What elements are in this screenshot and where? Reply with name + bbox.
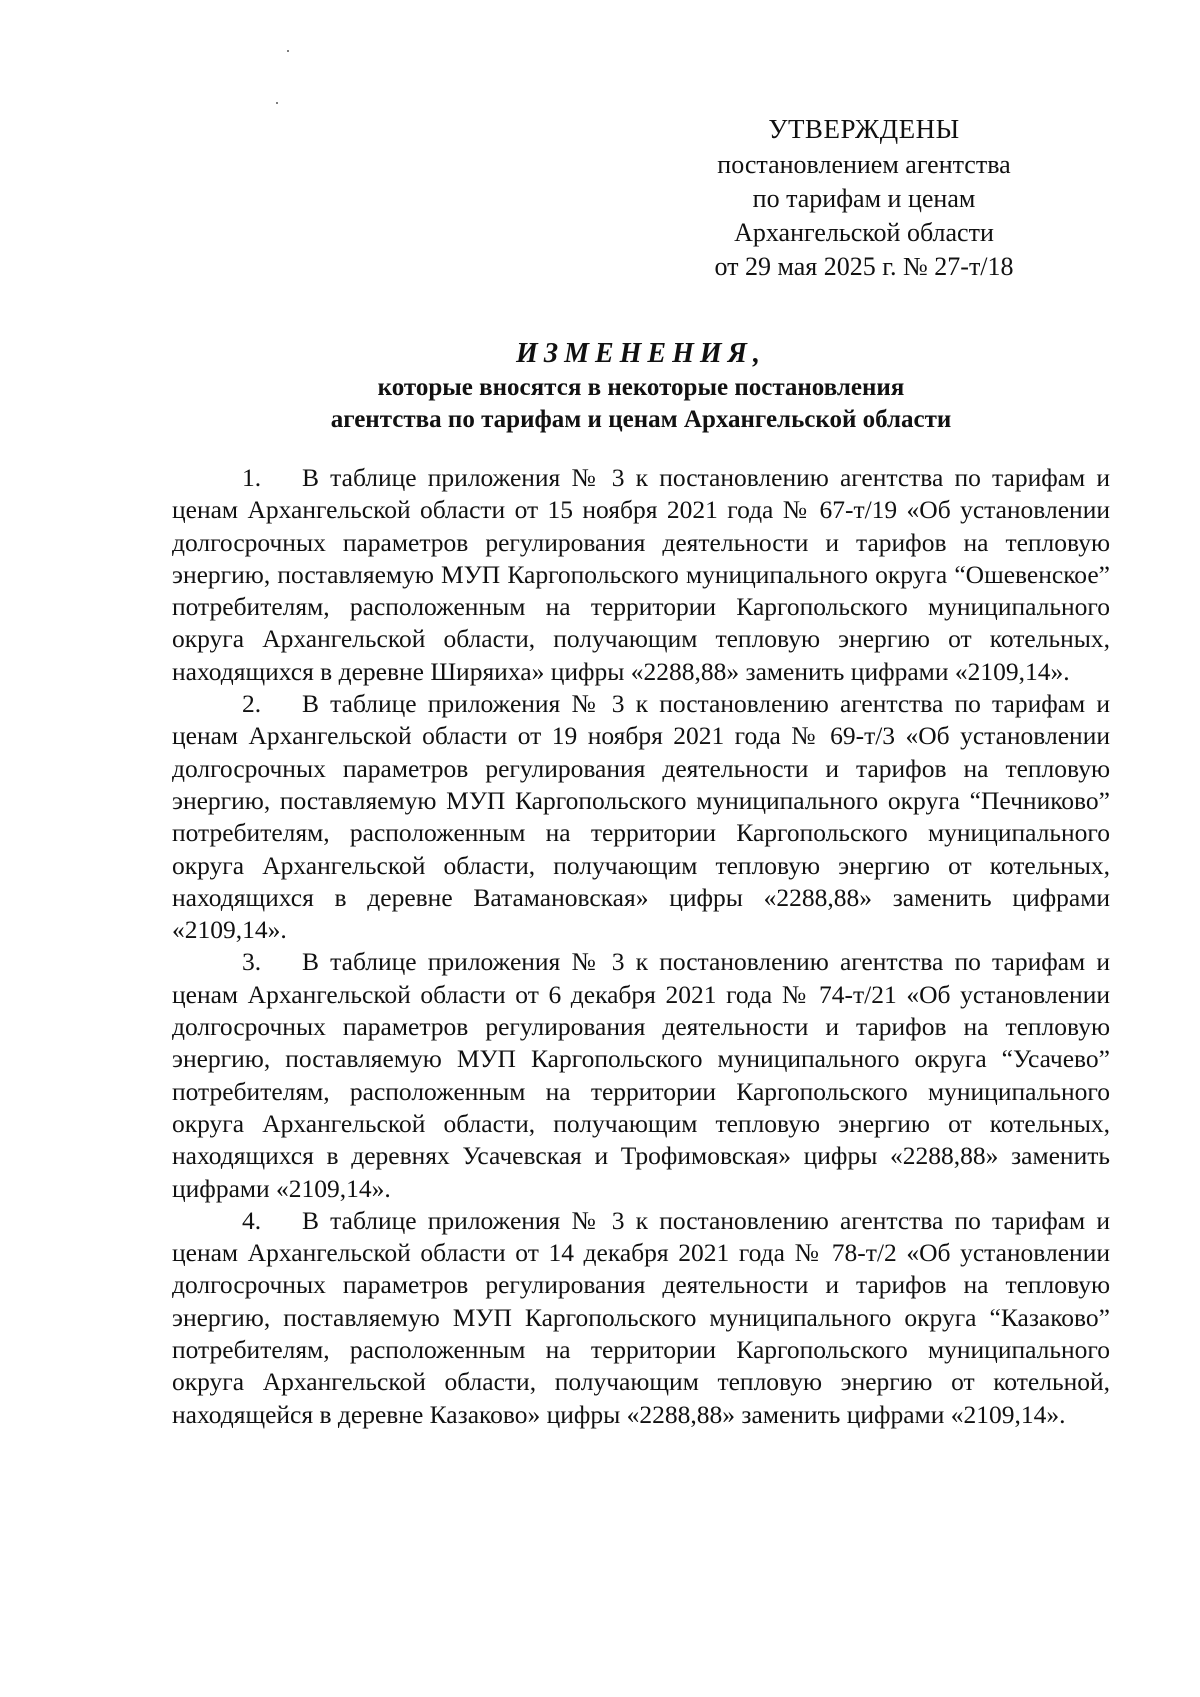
item-text: В таблице приложения № 3 к постановлению агентства по тарифам и ценам Архангельской области от 14 декабря 2021 года № 78-т/2 «Об установлении долгосрочных параметров регулирования деятельности и тарифов на тепловую энергию, поставляемую МУП Каргопольского муниципального округа “Казаково” потребителям, расположенным на территории Каргопольского муниципального округа Архангельской области, получающим тепловую энергию от котельной, находящейся в деревне Казаково» цифры «2288,88» заменить цифрами «2109,14». [172, 1205, 1110, 1429]
approval-line: Архангельской области [734, 218, 994, 247]
item-number: 4. [242, 1205, 262, 1235]
list-item [172, 1205, 1110, 1431]
item-text: В таблице приложения № 3 к постановлению агентства по тарифам и ценам Архангельской области от 6 декабря 2021 года № 74-т/21 «Об установлении долгосрочных параметров регулирования деятельности и тарифов на тепловую энергию, поставляемую МУП Каргопольского муниципального округа “Усачево” потребителям, расположенным на территории Каргопольского муниципального округа Архангельской области, получающим тепловую энергию от котельных, находящихся в деревнях Усачевская и Трофимовская» цифры «2288,88» заменить цифрами «2109,14». [172, 947, 1110, 1203]
document-subtitle-line: которые вносятся в некоторые постановления [377, 374, 905, 401]
approval-stamp [700, 112, 1028, 284]
document-subtitle-line: агентства по тарифам и ценам Архангельской области [330, 406, 952, 433]
document-body [172, 462, 1110, 1431]
item-number: 3. [242, 947, 262, 977]
scan-speck [287, 50, 289, 52]
scan-speck [276, 102, 278, 104]
approval-line: по тарифам и ценам [752, 184, 976, 213]
item-text: В таблице приложения № 3 к постановлению агентства по тарифам и ценам Архангельской области от 15 ноября 2021 года № 67-т/19 «Об установлении долгосрочных параметров регулирования деятельности и тарифов на тепловую энергию, поставляемую МУП Каргопольского муниципального округа “Ошевенское” потребителям, расположенным на территории Каргопольского муниципального округа Архангельской области, получающим тепловую энергию от котельных, находящихся в деревне Ширяиха» цифры «2288,88» заменить цифрами «2109,14». [172, 463, 1110, 686]
list-item [172, 688, 1110, 946]
item-number: 1. [242, 463, 262, 492]
approval-title: УТВЕРЖДЕНЫ [768, 114, 960, 144]
item-text: В таблице приложения № 3 к постановлению агентства по тарифам и ценам Архангельской области от 19 ноября 2021 года № 69-т/3 «Об установлении долгосрочных параметров регулирования деятельности и тарифов на тепловую энергию, поставляемую МУП Каргопольского муниципального округа “Печниково” потребителям, расположенным на территории Каргопольского муниципального округа Архангельской области, получающим тепловую энергию от котельных, находящихся в деревне Ватамановская» цифры «2288,88» заменить цифрами «2109,14». [172, 689, 1110, 945]
approval-date-line: от 29 мая 2025 г. № 27-т/18 [714, 252, 1014, 281]
approval-line: постановлением агентства [717, 150, 1011, 179]
document-heading [170, 336, 1112, 436]
item-number: 2. [242, 689, 262, 719]
document-title: ИЗМЕНЕНИЯ, [516, 338, 766, 369]
list-item [172, 462, 1110, 688]
list-item [172, 946, 1110, 1204]
